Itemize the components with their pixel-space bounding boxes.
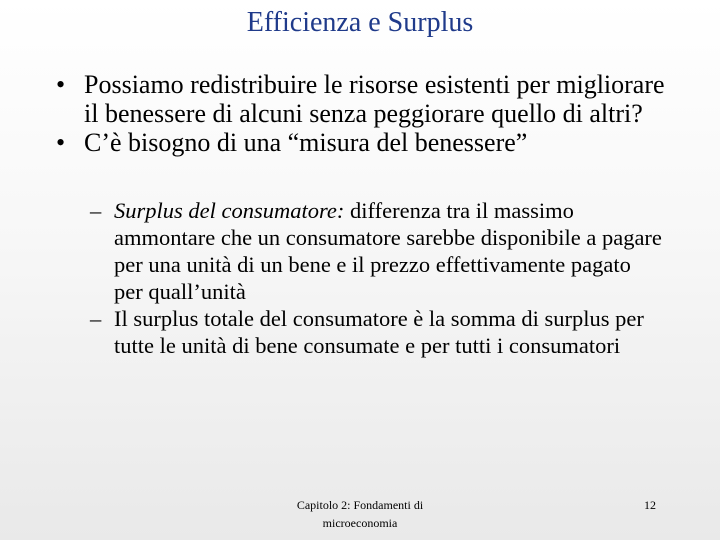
bullet-item	[56, 70, 676, 128]
sub-bullet-text: Il surplus totale del consumatore è la somma di surplus per tutte le unità di bene consumate e per tutti i consumatori	[114, 306, 644, 358]
bullet-text: Possiamo redistribuire le risorse esistenti per migliorare il benessere di alcuni senza peggiorare quello di altri?	[84, 70, 665, 128]
bullet-marker: •	[56, 70, 66, 99]
dash-marker: –	[90, 306, 102, 331]
bullet-list	[56, 70, 676, 157]
sub-bullet-item	[90, 197, 665, 305]
footer-chapter: Capitolo 2: Fondamenti di microeconomia	[296, 498, 424, 530]
sub-bullet-item	[90, 305, 665, 359]
sub-bullet-list	[90, 197, 665, 359]
bullet-marker: •	[56, 128, 66, 157]
bullet-item	[56, 128, 676, 157]
slide-title: Efficienza e Surplus	[246, 7, 474, 38]
definition-text: differenza tra il massimo ammontare che un consumatore sarebbe disponibile a pagare per una unità di un bene e il prezzo effettivamente pagato per quall’unità	[114, 198, 662, 304]
slide-number: 12	[644, 498, 656, 512]
bullet-text: C’è bisogno di una “misura del benessere”	[84, 128, 528, 157]
definition-term: Surplus del consumatore:	[114, 198, 345, 223]
dash-marker: –	[90, 198, 102, 223]
